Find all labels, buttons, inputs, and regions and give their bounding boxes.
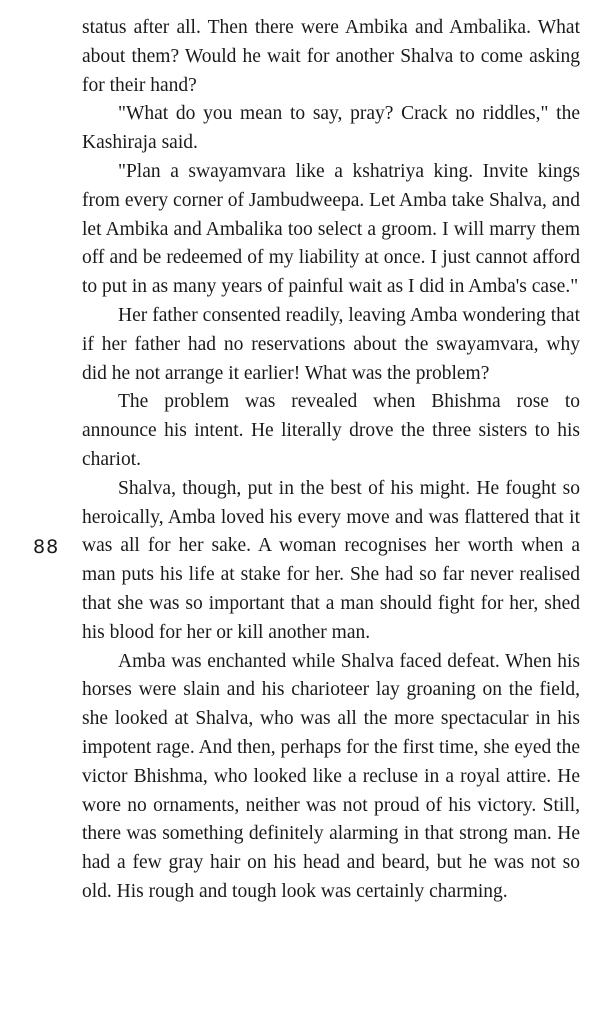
paragraph-3: "Plan a swayamvara like a kshatriya king. Invite kings from every corner of Jambudweepa. Let Amba take Shalva, and let Ambika and Ambalika too select a groom. I will marry them off and be redeemed of my liability at once. I just cannot afford to put in as many years of painful wait as I did in Amba's case." <box>82 160 580 298</box>
paragraph-6: Shalva, though, put in the best of his might. He fought so heroically, Amba loved his every move and was flattered that it was all for her sake. A woman recognises her worth when a man puts his life at stake for her. She had so far never realised that she was so important that a man should fight for her, shed his blood for her or kill another man. <box>82 477 580 643</box>
paragraph-2: "What do you mean to say, pray? Crack no riddles," the Kashiraja said. <box>82 103 580 154</box>
paragraph-7: Amba was enchanted while Shalva faced defeat. When his horses were slain and his charioteer lay groaning on the field, she looked at Shalva, who was all the more spectacular in his impotent rage. And then, perhaps for the first time, she eyed the victor Bhishma, who looked like a recluse in a royal attire. He wore no ornaments, neither was not proud of his victory. Still, there was something definitely alarming in that strong man. He had a few gray hair on his head and beard, but he was not so old. His rough and tough look was certainly charming. <box>82 650 580 902</box>
paragraph-1: status after all. Then there were Ambika and Ambalika. What about them? Would he wait for another Shalva to come asking for their hand? <box>82 17 580 96</box>
paragraph-4: Her father consented readily, leaving Amba wondering that if her father had no reservations about the swayamvara, why did he not arrange it earlier! What was the problem? <box>82 304 580 384</box>
page-number: 88 <box>33 536 60 558</box>
paragraph-5: The problem was revealed when Bhishma rose to announce his intent. He literally drove the three sisters to his chariot. <box>82 391 580 470</box>
body-text <box>82 14 580 907</box>
